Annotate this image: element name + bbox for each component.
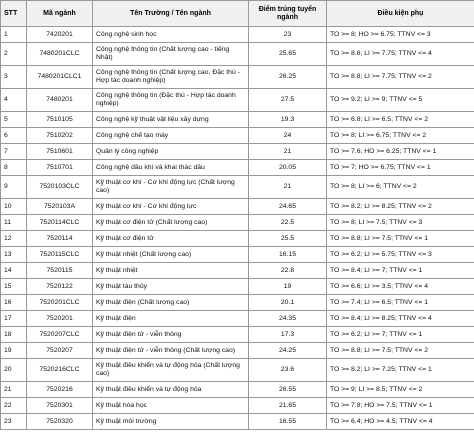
cell-condition: TO >= 8.2; LI >= 7.25; TTNV <= 1 <box>327 359 474 382</box>
cell-stt: 15 <box>1 279 27 295</box>
cell-score: 16.15 <box>249 247 327 263</box>
cell-stt: 14 <box>1 263 27 279</box>
cell-score: 22.5 <box>249 215 327 231</box>
cell-name: Kỹ thuật cơ khí - Cơ khí động lực (Chất lượng cao) <box>93 176 249 199</box>
cell-name: Công nghệ thông tin (Đặc thù - Hợp tác doanh nghiệp) <box>93 89 249 112</box>
cell-stt: 8 <box>1 160 27 176</box>
cell-name: Kỹ thuật điện tử - viễn thông (Chất lượng cao) <box>93 343 249 359</box>
cell-score: 21 <box>249 144 327 160</box>
cell-code: 7520114CLC <box>27 215 93 231</box>
cell-code: 7520216 <box>27 382 93 398</box>
cell-condition: TO >= 8; LI >= 6.75; TTNV <= 2 <box>327 128 474 144</box>
cell-name: Kỹ thuật điện tử - viễn thông <box>93 327 249 343</box>
cell-name: Kỹ thuật nhiệt <box>93 263 249 279</box>
cell-stt: 12 <box>1 231 27 247</box>
cell-code: 7520115 <box>27 263 93 279</box>
table-row <box>1 247 474 263</box>
cell-name: Kỹ thuật cơ điện tử (Chất lượng cao) <box>93 215 249 231</box>
table-row <box>1 160 474 176</box>
cell-score: 17.3 <box>249 327 327 343</box>
cell-stt: 11 <box>1 215 27 231</box>
table-row <box>1 66 474 89</box>
cell-code: 7520115CLC <box>27 247 93 263</box>
cell-stt: 16 <box>1 295 27 311</box>
cell-condition: TO >= 9; LI >= 8.5; TTNV <= 2 <box>327 382 474 398</box>
cell-name: Kỹ thuật tàu thủy <box>93 279 249 295</box>
cell-name: Quản lý công nghiệp <box>93 144 249 160</box>
cell-score: 22.8 <box>249 263 327 279</box>
cell-code: 7510601 <box>27 144 93 160</box>
table-body <box>1 27 474 430</box>
cell-condition: TO >= 6.2; LI >= 7; TTNV <= 1 <box>327 327 474 343</box>
cell-stt: 6 <box>1 128 27 144</box>
cell-stt: 1 <box>1 27 27 43</box>
cell-score: 27.5 <box>249 89 327 112</box>
table-row <box>1 382 474 398</box>
table-row <box>1 327 474 343</box>
cell-name: Kỹ thuật hóa học <box>93 398 249 414</box>
table-row <box>1 215 474 231</box>
table-row <box>1 89 474 112</box>
cell-condition: TO >= 8; LI >= 7.5; TTNV <= 3 <box>327 215 474 231</box>
cell-stt: 19 <box>1 343 27 359</box>
cell-condition: TO >= 8.4; LI >= 7; TTNV <= 1 <box>327 263 474 279</box>
cell-name: Công nghệ sinh học <box>93 27 249 43</box>
cell-stt: 21 <box>1 382 27 398</box>
cell-code: 7480201CLC1 <box>27 66 93 89</box>
cell-condition: TO >= 8.8; LI >= 7.5; TTNV <= 2 <box>327 343 474 359</box>
table-row <box>1 263 474 279</box>
cell-code: 7480201 <box>27 89 93 112</box>
cell-condition: TO >= 6.8; LI >= 6.5; TTNV <= 2 <box>327 112 474 128</box>
cell-condition: TO >= 6.6; LI >= 3.5; TTNV <= 4 <box>327 279 474 295</box>
header-code: Mã ngành <box>27 1 93 27</box>
cell-score: 19 <box>249 279 327 295</box>
cell-condition: TO >= 8.2; LI >= 8.25; TTNV <= 2 <box>327 199 474 215</box>
cell-score: 26.55 <box>249 382 327 398</box>
cell-score: 23.6 <box>249 359 327 382</box>
cell-code: 7520103A <box>27 199 93 215</box>
cell-condition: TO >= 9.2; LI >= 9; TTNV <= 5 <box>327 89 474 112</box>
cell-name: Công nghệ dầu khí và khai thác dầu <box>93 160 249 176</box>
cell-code: 7520103CLC <box>27 176 93 199</box>
cell-stt: 4 <box>1 89 27 112</box>
table-row <box>1 231 474 247</box>
table-row <box>1 144 474 160</box>
cell-name: Công nghệ thông tin (Chất lượng cao - tiếng Nhật) <box>93 43 249 66</box>
cell-code: 7510701 <box>27 160 93 176</box>
cell-code: 7520207 <box>27 343 93 359</box>
cell-stt: 23 <box>1 414 27 430</box>
cell-code: 7520114 <box>27 231 93 247</box>
cell-score: 24.35 <box>249 311 327 327</box>
cell-name: Công nghệ chế tạo máy <box>93 128 249 144</box>
cell-name: Kỹ thuật môi trường <box>93 414 249 430</box>
cell-score: 21 <box>249 176 327 199</box>
cell-code: 7520201 <box>27 311 93 327</box>
cell-condition: TO >= 7.8; HO >= 7.5; TTNV <= 1 <box>327 398 474 414</box>
cell-code: 7420201 <box>27 27 93 43</box>
cell-score: 24 <box>249 128 327 144</box>
cell-condition: TO >= 8.6; LI >= 7.75; TTNV <= 4 <box>327 43 474 66</box>
cell-stt: 13 <box>1 247 27 263</box>
cell-score: 25.65 <box>249 43 327 66</box>
cell-score: 16.55 <box>249 414 327 430</box>
cell-condition: TO >= 8; LI >= 6; TTNV <= 2 <box>327 176 474 199</box>
cell-condition: TO >= 7; HO >= 6.75; TTNV <= 1 <box>327 160 474 176</box>
cell-stt: 9 <box>1 176 27 199</box>
cell-score: 20.05 <box>249 160 327 176</box>
cell-score: 24.65 <box>249 199 327 215</box>
table-row <box>1 279 474 295</box>
cell-condition: TO >= 8.4; LI >= 8.25; TTNV <= 4 <box>327 311 474 327</box>
cell-score: 24.25 <box>249 343 327 359</box>
cell-name: Kỹ thuật điều khiển và tự động hóa (Chất lượng cao) <box>93 359 249 382</box>
cell-name: Công nghệ thông tin (Chất lượng cao, Đặc thù - Hợp tác doanh nghiệp) <box>93 66 249 89</box>
cell-condition: TO >= 8.8; LI >= 7.75; TTNV <= 2 <box>327 66 474 89</box>
cell-name: Kỹ thuật cơ điện tử <box>93 231 249 247</box>
header-name: Tên Trường / Tên ngành <box>93 1 249 27</box>
cell-condition: TO >= 6.2; LI >= 5.75; TTNV <= 3 <box>327 247 474 263</box>
cell-code: 7520301 <box>27 398 93 414</box>
cell-name: Kỹ thuật nhiệt (Chất lượng cao) <box>93 247 249 263</box>
cell-name: Công nghệ kỹ thuật vật liệu xây dựng <box>93 112 249 128</box>
cell-name: Kỹ thuật điện (Chất lượng cao) <box>93 295 249 311</box>
cell-score: 23 <box>249 27 327 43</box>
cell-stt: 22 <box>1 398 27 414</box>
table-row <box>1 398 474 414</box>
table-row <box>1 311 474 327</box>
cell-stt: 3 <box>1 66 27 89</box>
cell-code: 7510105 <box>27 112 93 128</box>
cell-name: Kỹ thuật điện <box>93 311 249 327</box>
cell-code: 7510202 <box>27 128 93 144</box>
header-row <box>1 1 474 27</box>
table-row <box>1 343 474 359</box>
table-row <box>1 112 474 128</box>
table-row <box>1 27 474 43</box>
header-stt: STT <box>1 1 27 27</box>
cell-stt: 20 <box>1 359 27 382</box>
cell-condition: TO >= 7.4; LI >= 6.5; TTNV <= 1 <box>327 295 474 311</box>
cell-score: 26.25 <box>249 66 327 89</box>
cell-score: 25.5 <box>249 231 327 247</box>
cell-name: Kỹ thuật điều khiển và tự động hóa <box>93 382 249 398</box>
cell-code: 7480201CLC <box>27 43 93 66</box>
header-score: Điểm trúng tuyển ngành <box>249 1 327 27</box>
cell-condition: TO >= 8; HO >= 6.75; TTNV <= 3 <box>327 27 474 43</box>
cell-stt: 10 <box>1 199 27 215</box>
table-header <box>1 1 474 27</box>
table-row <box>1 414 474 430</box>
cell-name: Kỹ thuật cơ khí - Cơ khí động lực <box>93 199 249 215</box>
table-row <box>1 199 474 215</box>
cell-condition: TO >= 7.6; HO >= 6.25; TTNV <= 1 <box>327 144 474 160</box>
cell-score: 21.65 <box>249 398 327 414</box>
table-row <box>1 176 474 199</box>
cell-stt: 17 <box>1 311 27 327</box>
cell-stt: 7 <box>1 144 27 160</box>
table-row <box>1 43 474 66</box>
header-condition: Điều kiện phụ <box>327 1 474 27</box>
cell-stt: 5 <box>1 112 27 128</box>
cell-condition: TO >= 8.8; LI >= 7.5; TTNV <= 1 <box>327 231 474 247</box>
cell-code: 7520207CLC <box>27 327 93 343</box>
cell-stt: 2 <box>1 43 27 66</box>
cell-code: 7520216CLC <box>27 359 93 382</box>
cell-score: 19.3 <box>249 112 327 128</box>
table-row <box>1 128 474 144</box>
table-row <box>1 359 474 382</box>
cell-code: 7520201CLC <box>27 295 93 311</box>
cell-code: 7520320 <box>27 414 93 430</box>
cell-code: 7520122 <box>27 279 93 295</box>
cell-stt: 18 <box>1 327 27 343</box>
table-row <box>1 295 474 311</box>
cell-score: 20.1 <box>249 295 327 311</box>
cell-condition: TO >= 6.4; HO >= 4.5; TTNV <= 4 <box>327 414 474 430</box>
